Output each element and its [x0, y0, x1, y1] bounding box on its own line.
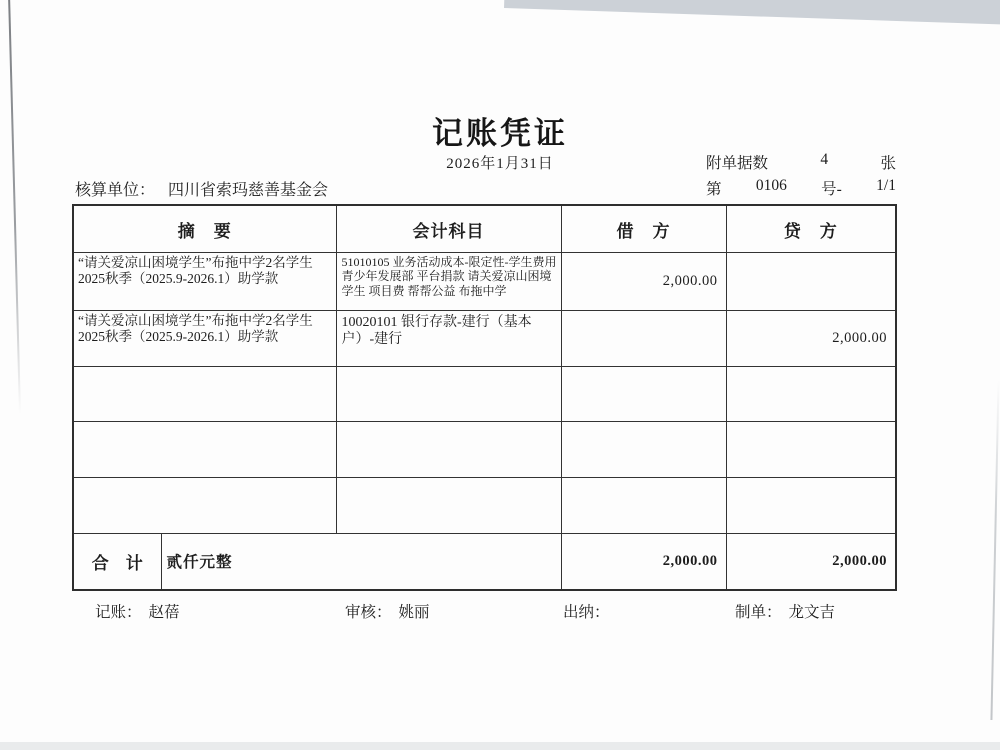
accounting-unit-name: 四川省索玛慈善基金会: [168, 182, 329, 199]
total-debit-cell: 2,000.00: [561, 534, 726, 590]
col-header-account: 会计科目: [336, 205, 561, 253]
attachment-count-line: [706, 151, 896, 173]
accounting-unit-line: [75, 177, 328, 200]
summary-cell: [73, 367, 336, 422]
total-credit-cell: 2,000.00: [726, 534, 896, 590]
table-header-row: [73, 205, 896, 253]
col-header-credit: 贷 方: [726, 205, 896, 253]
voucher-page: 1/1: [876, 177, 896, 194]
voucher-number-line: [706, 177, 896, 199]
credit-cell: 2,000.00: [726, 311, 896, 367]
summary-cell: “请关爱凉山困境学生”布拖中学2名学生2025秋季（2025.9-2026.1）助学款: [73, 253, 336, 311]
debit-cell: [561, 422, 726, 478]
preparer-label: 制单：: [735, 604, 782, 621]
credit-cell: [726, 367, 896, 422]
voucher-table: [72, 204, 897, 591]
reviewer-label: 审核：: [345, 604, 392, 621]
accounting-unit-label: 核算单位：: [75, 182, 156, 199]
credit-cell: [726, 478, 896, 534]
credit-cell: [726, 253, 896, 311]
total-label: 合 计: [73, 534, 161, 590]
account-cell: 10020101 银行存款-建行（基本户）-建行: [336, 311, 561, 367]
total-row: [73, 534, 896, 590]
col-header-debit: 借 方: [561, 205, 726, 253]
table-row: [73, 253, 896, 311]
table-row: [73, 367, 896, 422]
voucher-number: 0106: [755, 177, 787, 194]
reviewer-name: 姚丽: [398, 604, 430, 621]
cashier-label: 出纳：: [563, 604, 610, 621]
attachment-count: 4: [820, 151, 829, 168]
account-cell: [336, 478, 561, 534]
bookkeeper-label: 记账：: [95, 604, 142, 621]
reviewer-signature: [345, 600, 430, 622]
table-row: [73, 422, 896, 478]
debit-cell: 2,000.00: [561, 253, 726, 311]
cashier-signature: [563, 600, 617, 622]
attachment-unit: 张: [880, 155, 896, 172]
preparer-signature: [735, 600, 835, 622]
debit-cell: [561, 478, 726, 534]
bookkeeper-signature: [95, 600, 180, 622]
voucher-number-suffix: 号-: [821, 181, 842, 198]
preparer-name: 龙文吉: [788, 604, 836, 621]
col-header-summary: 摘 要: [73, 205, 336, 253]
debit-cell: [561, 311, 726, 367]
voucher-title: 记账凭证: [432, 116, 568, 151]
debit-cell: [561, 367, 726, 422]
account-cell: [336, 422, 561, 478]
summary-cell: [73, 422, 336, 478]
bookkeeper-name: 赵蓓: [148, 604, 180, 621]
account-cell: 51010105 业务活动成本-限定性-学生费用 青少年发展部 平台捐款 请关爱凉山困境学生 项目费 帮帮公益 布拖中学: [336, 253, 561, 311]
summary-cell: [73, 478, 336, 534]
amount-in-words: 贰仟元整: [161, 534, 561, 590]
table-row: [73, 311, 896, 367]
summary-cell: “请关爱凉山困境学生”布拖中学2名学生2025秋季（2025.9-2026.1）助学款: [73, 311, 336, 367]
attachment-label: 附单据数: [706, 155, 769, 172]
credit-cell: [726, 422, 896, 478]
account-cell: [336, 367, 561, 422]
voucher-date: 2026年1月31日: [446, 156, 554, 172]
table-row: [73, 478, 896, 534]
voucher-number-prefix: 第: [706, 181, 722, 198]
